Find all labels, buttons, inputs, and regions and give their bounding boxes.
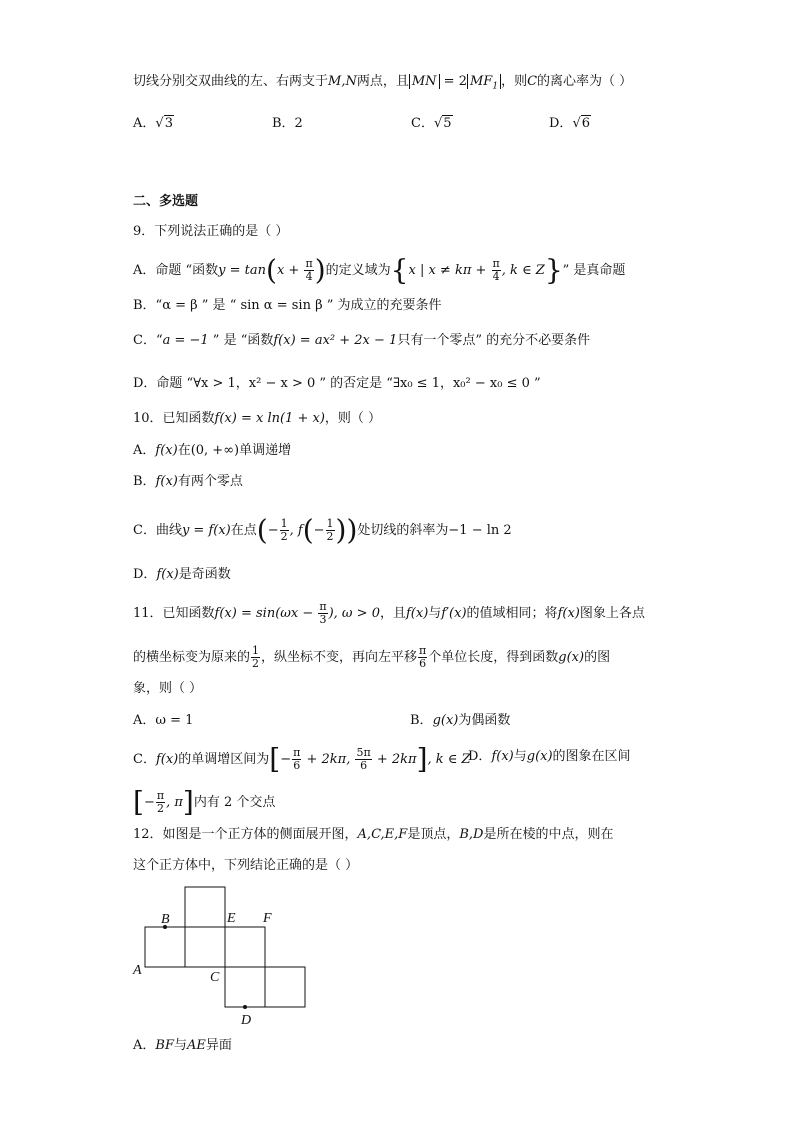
label-b: B (161, 912, 170, 927)
label-c: C (210, 970, 220, 985)
q8-option-b: B．2 (272, 116, 303, 131)
net-square-top (185, 887, 225, 927)
q11-line2: 的横坐标变为原来的 $\frac{1}{2}$ ，纵坐标不变，再向左平移 $\frac{\pi}{6}$ 个单位长度，得到函数g(x)的图 (133, 644, 611, 670)
net-square-3 (225, 927, 265, 967)
q11-line3: 象，则（ ） (133, 681, 203, 696)
net-square-5 (265, 967, 305, 1007)
q10-option-d: D．f(x)是奇函数 (133, 567, 231, 582)
q12-option-a: A．BF与AE异面 (133, 1038, 232, 1053)
q11-option-d: D．f(x)与g(x)的图象在区间 (468, 749, 631, 764)
q8-continuation-line: 切线分别交双曲线的左、右两支于M,N两点，且 MN = 2 $MF_1$ ，则C的离心率为（ ） (133, 74, 633, 92)
label-e: E (227, 911, 236, 926)
label-a: A (133, 963, 142, 978)
q10-stem: 10．已知函数f(x) = x ln(1 + x)，则（ ） (133, 411, 382, 426)
q12-line1: 12．如图是一个正方体的侧面展开图，A,C,E,F是顶点，B,D是所在棱的中点，则在 (133, 827, 614, 842)
net-square-4 (225, 967, 265, 1007)
label-f: F (263, 911, 272, 926)
q9-option-a: A．命题 “函数y = tan(x + $\frac{\pi}{4}$ )的定义域为{x | x ≠ kπ + $\frac{\pi}{4}$ , k ∈ Z}” 是真命题 (133, 253, 626, 287)
q11-option-b: B．g(x)为偶函数 (410, 713, 511, 728)
q10-option-a: A．f(x)在(0, +∞)单调递增 (133, 443, 292, 458)
cube-net-figure (128, 880, 318, 1030)
q8-option-c: C．√5 (411, 116, 452, 131)
q8-option-d: D．√6 (549, 116, 591, 131)
q9-stem: 9．下列说法正确的是（ ） (133, 224, 289, 239)
q12-line2: 这个正方体中，下列结论正确的是（ ） (133, 858, 359, 873)
abs-mf1: $MF_1$ (467, 74, 501, 89)
net-square-1 (145, 927, 185, 967)
q11-option-d-cont: [− $\frac{\pi}{2}$ , π]内有 2 个交点 (133, 785, 276, 819)
q8-option-a: A．√3 (133, 116, 173, 131)
q9-option-b: B．“α = β ” 是 “ sin α = sin β ” 为成立的充要条件 (133, 298, 442, 313)
net-square-2 (185, 927, 225, 967)
section-title: 二、多选题 (133, 194, 199, 209)
abs-mn: MN (409, 74, 440, 89)
q8-mn: M,N (328, 74, 357, 89)
q9-option-d: D．命题 “∀x > 1，x² − x > 0 ” 的否定是 “∃x₀ ≤ 1，x₀² − x₀ ≤ 0 ” (133, 376, 541, 391)
q10-option-c: C．曲线y = f(x)在点(− $\frac{1}{2}$ , f(− $\frac{1}{2}$ ))处切线的斜率为−1 − ln 2 (133, 513, 512, 547)
q11-line1: 11．已知函数f(x) = sin(ωx − $\frac{\pi}{3}$ ), ω > 0，且f(x)与f′(x)的值域相同；将f(x)图象上各点 (133, 600, 645, 626)
q11-option-c: C．f(x)的单调增区间为[− $\frac{\pi}{6}$ + 2kπ, $\frac{5\pi}{6}$ + 2kπ], k ∈ Z (133, 742, 471, 776)
point-d-dot (243, 1005, 247, 1009)
label-d: D (241, 1013, 252, 1028)
q10-option-b: B．f(x)有两个零点 (133, 474, 243, 489)
q9-option-c: C．“a = −1 ” 是 “函数f(x) = ax² + 2x − 1只有一个零点” 的充分不必要条件 (133, 333, 591, 348)
q11-option-a: A．ω = 1 (133, 713, 194, 728)
